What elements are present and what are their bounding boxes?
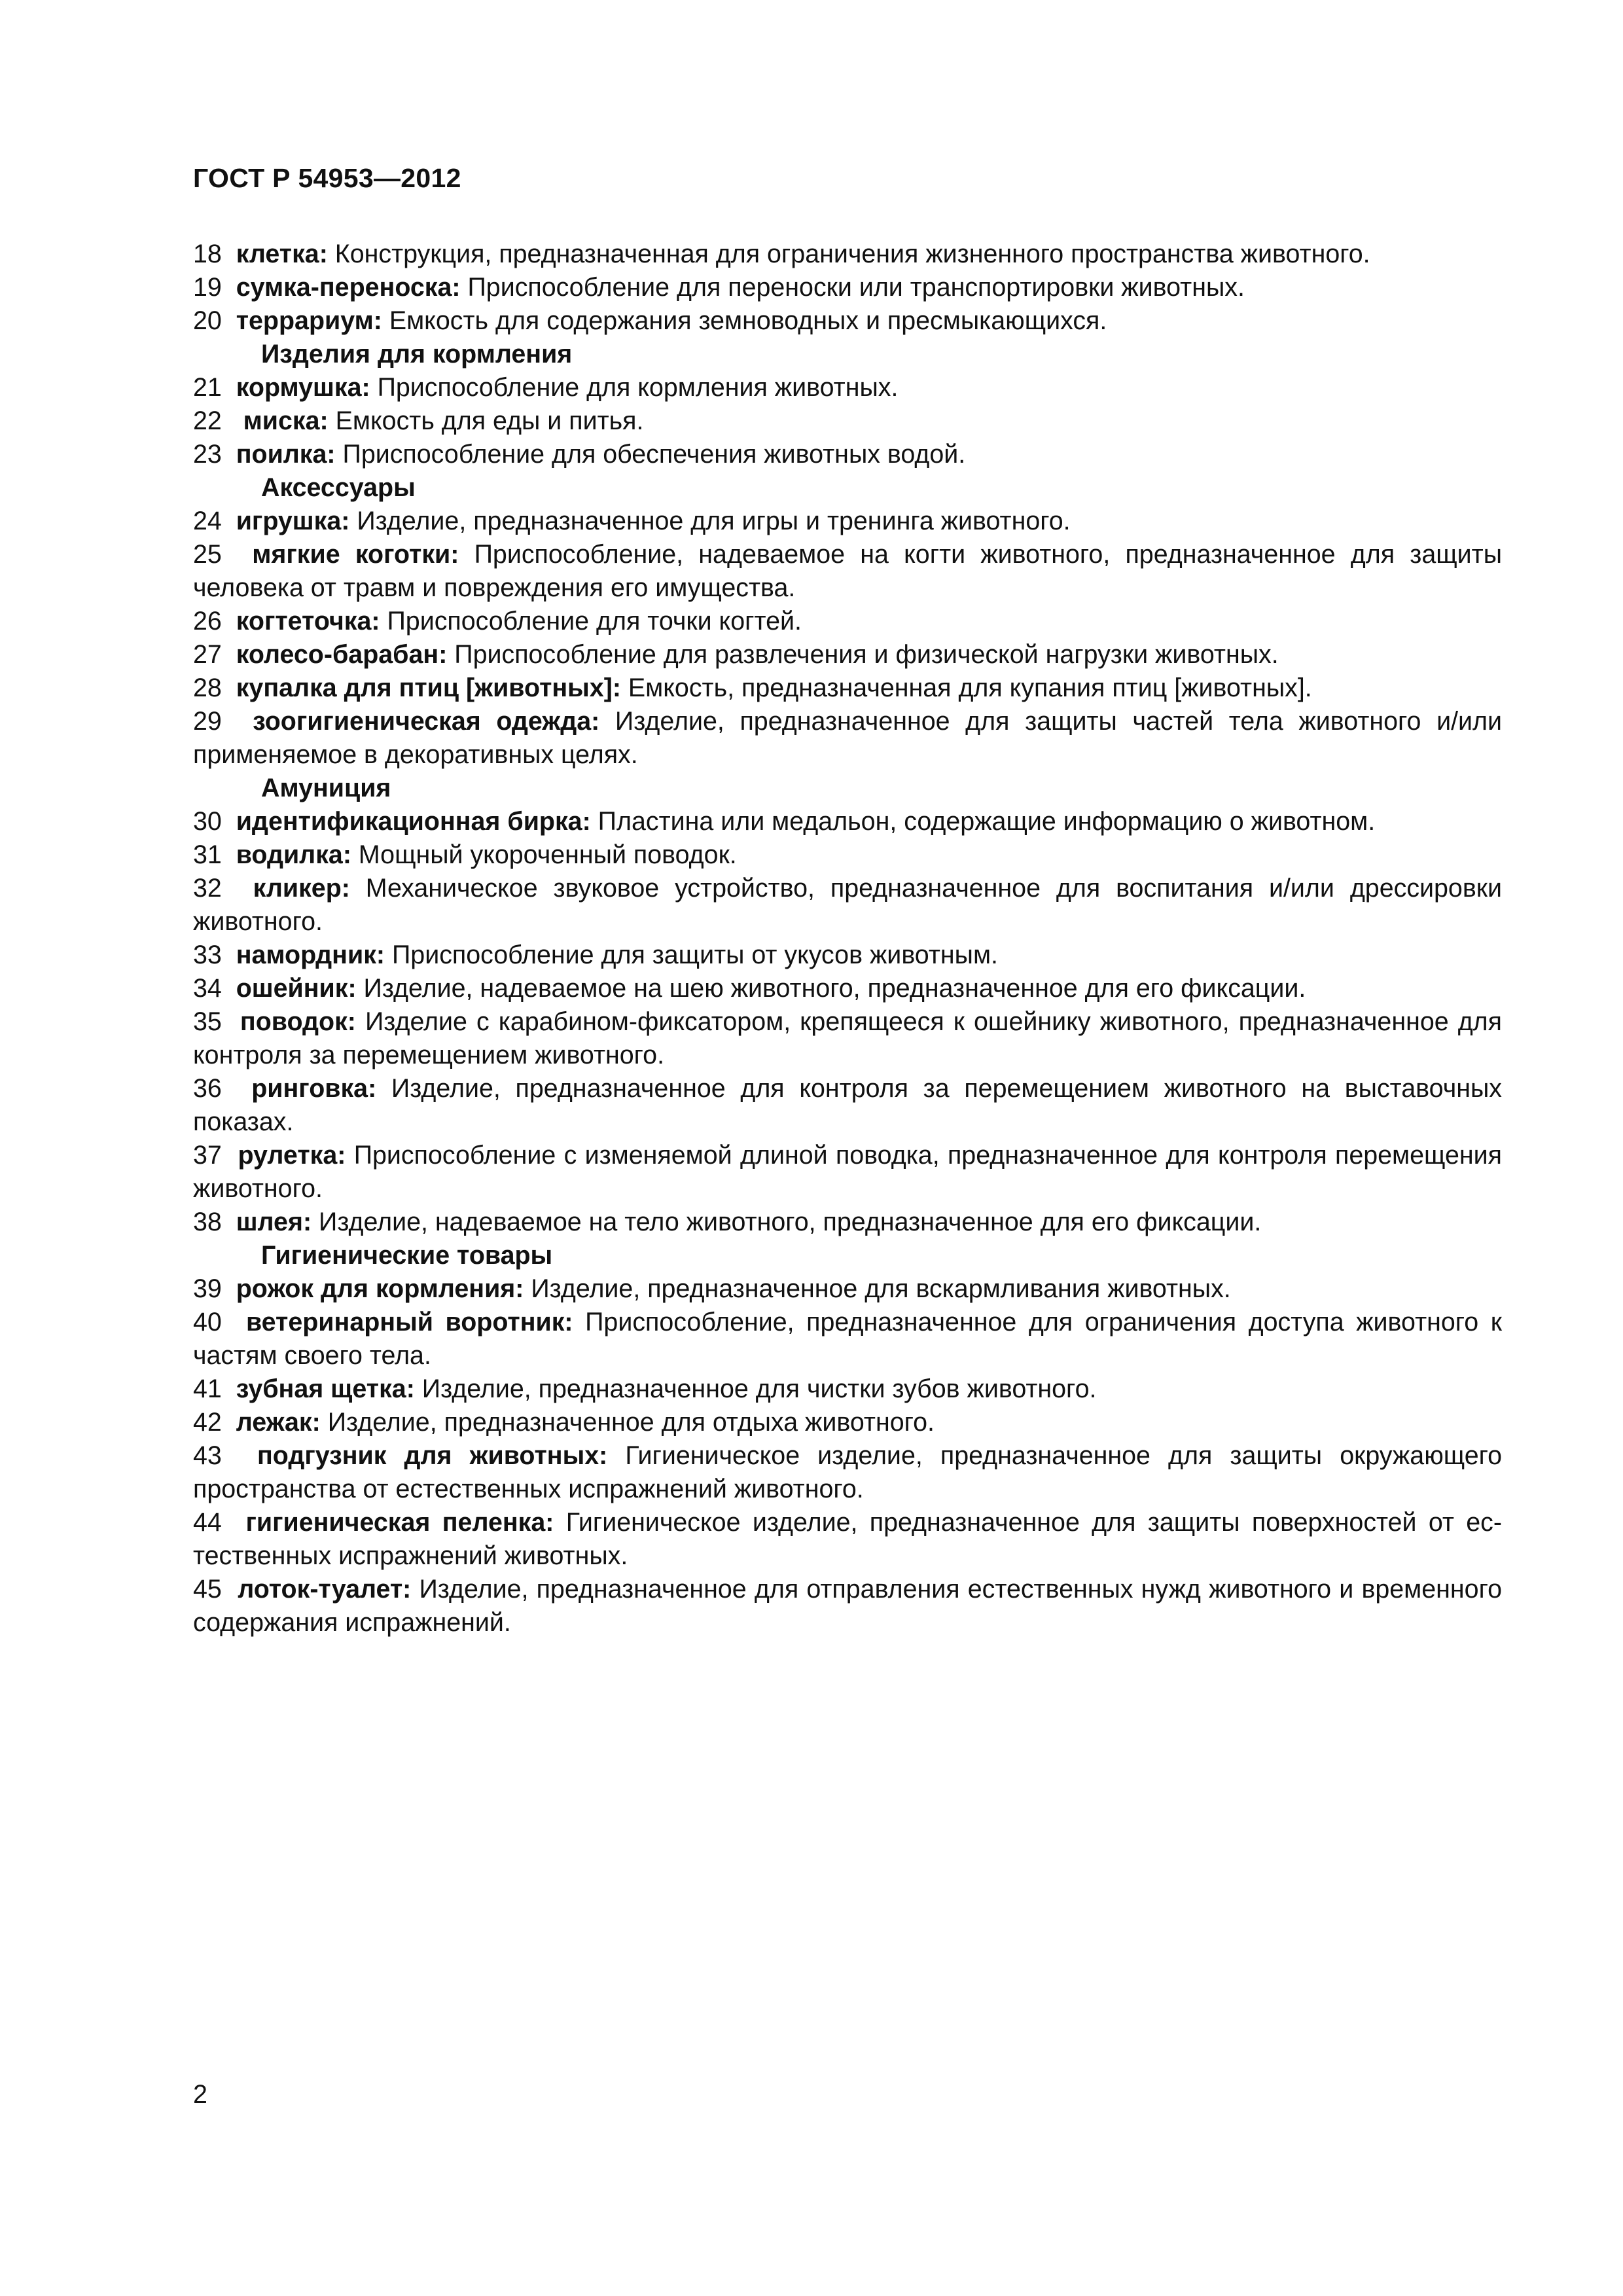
term-entry [193, 1206, 1502, 1239]
term-definition: Изделие, предназначенное для контроля за перемещением животного на выставочных показах. [193, 1074, 1502, 1136]
term-definition: Приспособление для обеспечения животных водой. [342, 440, 966, 469]
term-name: зубная щетка: [236, 1374, 415, 1403]
term-definition: Механическое звуковое устройство, предназначенное для воспитания и/или дрессировки животного. [193, 874, 1502, 936]
term-number: 34 [193, 974, 222, 1003]
term-number: 31 [193, 840, 222, 869]
term-name: террариум: [236, 306, 382, 335]
term-number: 39 [193, 1274, 222, 1303]
term-number: 28 [193, 673, 222, 702]
term-entry [193, 1139, 1502, 1206]
term-entry [193, 1573, 1502, 1640]
term-definition: Конструкция, предназначенная для ограничения жизненного пространства животного. [334, 240, 1370, 268]
term-entry [193, 1439, 1502, 1506]
section-feeding [193, 338, 1502, 471]
term-definition: Приспособление для защиты от укусов животным. [391, 941, 998, 969]
term-number: 25 [193, 540, 222, 569]
term-name: рожок для кормления: [236, 1274, 524, 1303]
term-name: ветеринарный воротник: [245, 1308, 573, 1336]
term-name: поилка: [236, 440, 336, 469]
term-entry [193, 805, 1502, 838]
section-heading: Амуниция [261, 774, 391, 802]
document-code: ГОСТ Р 54953—2012 [193, 163, 461, 193]
term-number: 20 [193, 306, 222, 335]
term-number: 29 [193, 707, 222, 736]
term-definition: Приспособление для точки когтей. [387, 607, 802, 636]
term-number: 27 [193, 640, 222, 669]
section-general [193, 238, 1502, 338]
term-definition: Изделие, предназначенное для защиты частей тела животного и/или применяемое в декоративных целях. [193, 707, 1503, 769]
term-number: 40 [193, 1308, 222, 1336]
term-name: идентификационная бирка: [236, 807, 591, 836]
term-name: сумка-переноска: [236, 273, 461, 302]
term-name: игрушка: [236, 507, 350, 535]
section-heading: Изделия для кормления [261, 340, 573, 368]
term-number: 30 [193, 807, 222, 836]
term-entry [193, 672, 1502, 705]
term-number: 23 [193, 440, 222, 469]
term-entry [193, 872, 1502, 939]
term-entry [193, 1306, 1502, 1372]
section-hygiene [193, 1239, 1502, 1640]
term-name: рулетка: [238, 1141, 346, 1170]
term-name: ошейник: [236, 974, 357, 1003]
term-definition: Изделие, надеваемое на шею животного, предназначенное для его фиксации. [363, 974, 1306, 1003]
term-entry [193, 1272, 1502, 1306]
term-entry [193, 1506, 1502, 1573]
term-entry [193, 1372, 1502, 1406]
term-name: когтеточка: [236, 607, 380, 636]
term-name: гигиеническая пеленка: [245, 1508, 554, 1537]
term-name: водилка: [236, 840, 351, 869]
term-entry [193, 505, 1502, 538]
term-definition: Мощный укороченный поводок. [358, 840, 737, 869]
term-definition: Изделие, надеваемое на тело животного, предназначенное для его фиксации. [319, 1208, 1262, 1236]
term-name: подгузник для животных: [257, 1441, 608, 1470]
term-entry [193, 1406, 1502, 1439]
term-entry [193, 304, 1502, 338]
term-definition: Приспособление для кормления животных. [377, 373, 899, 402]
term-definition: Гигиеническое изделие, предназначенное для защиты поверхностей от естественных испражнений животных. [193, 1508, 1502, 1570]
term-number: 38 [193, 1208, 222, 1236]
term-number: 36 [193, 1074, 222, 1103]
term-entry [193, 638, 1502, 672]
term-name: колесо-барабан: [236, 640, 448, 669]
term-number: 43 [193, 1441, 222, 1470]
term-definition: Емкость для еды и питья. [335, 406, 644, 435]
term-number: 35 [193, 1007, 222, 1036]
term-number: 19 [193, 273, 222, 302]
term-definition: Изделие, предназначенное для отдыха животного. [327, 1408, 935, 1437]
term-entry [193, 238, 1502, 271]
term-name: ринговка: [251, 1074, 377, 1103]
term-entry [193, 1005, 1502, 1072]
term-entry [193, 838, 1502, 872]
term-definition: Приспособление для развлечения и физической нагрузки животных. [454, 640, 1279, 669]
term-name: клетка: [236, 240, 328, 268]
term-number: 32 [193, 874, 222, 903]
term-definition: Приспособление для переноски или транспортировки животных. [467, 273, 1245, 302]
term-definition: Изделие, предназначенное для отправления естественных нужд животного и временного содержания испражнений. [193, 1575, 1502, 1637]
term-definition: Изделие, предназначенное для вскармливания животных. [531, 1274, 1231, 1303]
term-entry [193, 972, 1502, 1005]
term-definition: Гигиеническое изделие, предназначенное для защиты окружающего пространства от естественных испражнений животного. [193, 1441, 1503, 1503]
term-definition: Приспособление, предназначенное для ограничения доступа животного к частям своего тела. [193, 1308, 1502, 1370]
term-entry [193, 404, 1502, 438]
term-name: шлея: [236, 1208, 312, 1236]
section-heading: Аксессуары [261, 473, 416, 502]
term-name: кликер: [253, 874, 350, 903]
term-number: 24 [193, 507, 222, 535]
term-entry [193, 605, 1502, 638]
term-definition: Емкость для содержания земноводных и пресмыкающихся. [389, 306, 1107, 335]
term-number: 33 [193, 941, 222, 969]
term-definition: Изделие, предназначенное для чистки зубов животного. [421, 1374, 1097, 1403]
section-ammunition [193, 772, 1502, 1239]
page-number: 2 [193, 2080, 207, 2109]
term-definition: Приспособление с изменяемой длиной поводка, предназначенное для контроля перемещения животного. [193, 1141, 1502, 1203]
term-name: купалка для птиц [животных]: [236, 673, 621, 702]
term-number: 37 [193, 1141, 222, 1170]
term-name: лежак: [236, 1408, 321, 1437]
term-entry [193, 939, 1502, 972]
term-definition: Изделие, предназначенное для игры и тренинга животного. [357, 507, 1071, 535]
term-definition: Изделие с карабином-фиксатором, крепящееся к ошейнику животного, предназначенное для контроля за перемещением животного. [193, 1007, 1503, 1069]
section-heading: Гигиенические товары [261, 1241, 553, 1270]
term-number: 26 [193, 607, 222, 636]
term-entry [193, 438, 1502, 471]
term-entry [193, 1072, 1502, 1139]
term-name: зоогигиеническая одежда: [253, 707, 600, 736]
term-number: 41 [193, 1374, 222, 1403]
term-name: мягкие коготки: [252, 540, 459, 569]
term-number: 21 [193, 373, 222, 402]
term-name: лоток-туалет: [238, 1575, 412, 1604]
term-entry [193, 705, 1502, 772]
term-entry [193, 538, 1502, 605]
term-number: 45 [193, 1575, 222, 1604]
term-entry [193, 371, 1502, 404]
terms-list [193, 238, 1502, 1640]
term-name: намордник: [236, 941, 385, 969]
term-number: 18 [193, 240, 222, 268]
term-number: 42 [193, 1408, 222, 1437]
term-name: миска: [243, 406, 329, 435]
term-number: 22 [193, 406, 222, 435]
section-accessories [193, 471, 1502, 772]
term-definition: Приспособление, надеваемое на когти животного, предназначенное для защиты человека от травм и повреждения его имущества. [193, 540, 1503, 602]
term-name: поводок: [240, 1007, 356, 1036]
term-name: кормушка: [236, 373, 370, 402]
term-definition: Пластина или медальон, содержащие информацию о животном. [597, 807, 1376, 836]
term-definition: Емкость, предназначенная для купания птиц [животных]. [628, 673, 1312, 702]
term-number: 44 [193, 1508, 222, 1537]
term-entry [193, 271, 1502, 304]
